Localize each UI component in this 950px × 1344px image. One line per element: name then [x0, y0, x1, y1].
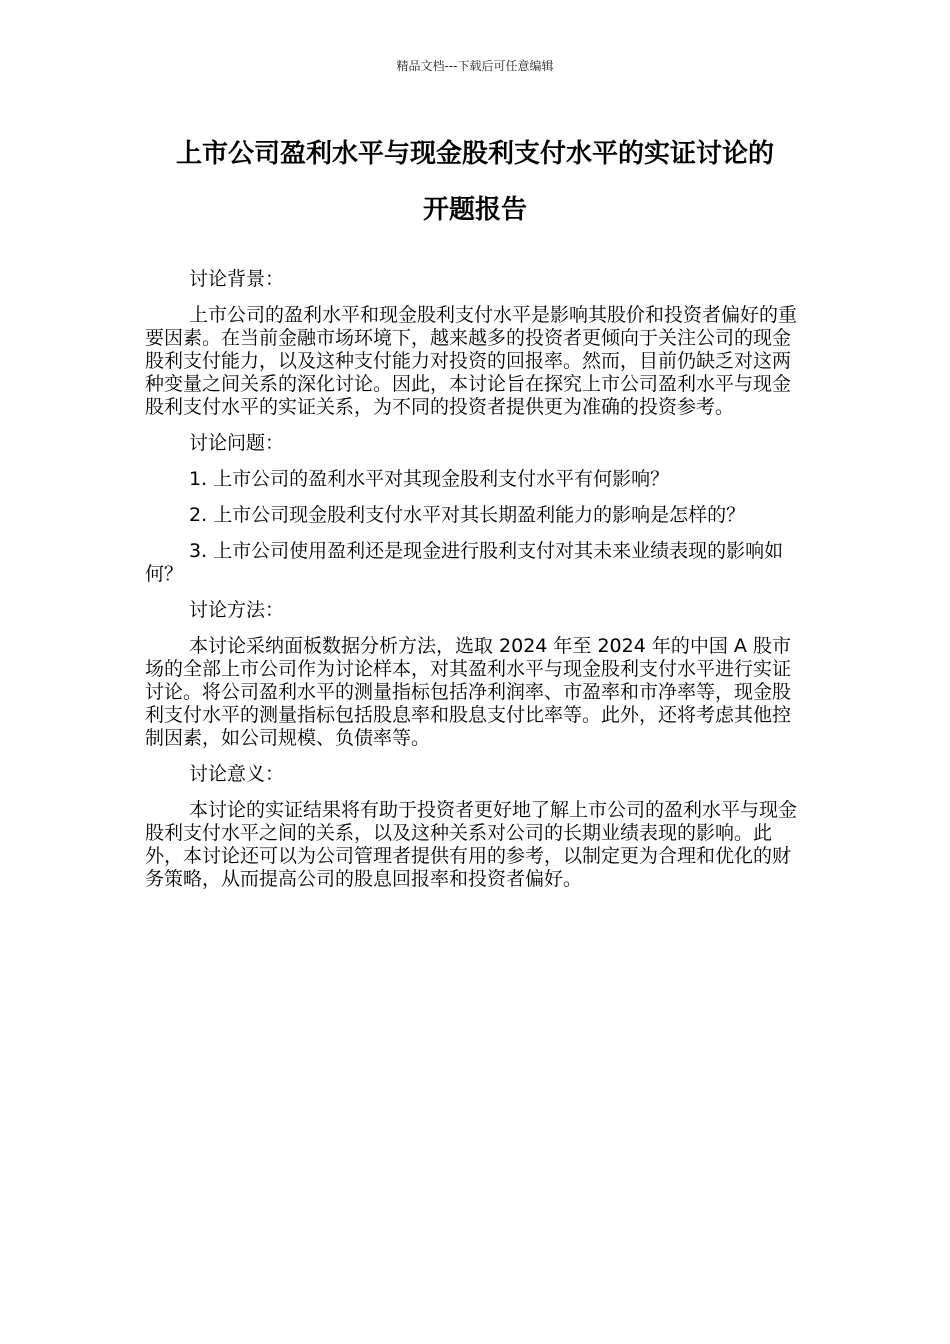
question-item-2: 2. 上市公司现金股利支付水平对其长期盈利能力的影响是怎样的？	[189, 504, 746, 526]
method-heading: 讨论方法：	[189, 599, 285, 621]
questions-heading: 讨论问题：	[189, 432, 285, 454]
document-body	[145, 268, 805, 904]
page-header: 精品文档---下载后可任意编辑	[396, 59, 554, 73]
background-paragraph: 上市公司的盈利水平和现金股利支付水平是影响其股价和投资者偏好的重要因素。在当前金融市场环境下，越来越多的投资者更倾向于关注公司的现金股利支付能力，以及这种支付能力对投资的回报率。然而，目前仍缺乏对这两种变量之间关系的深化讨论。因此，本讨论旨在探究上市公司盈利水平与现金股利支付水平的实证关系，为不同的投资者提供更为准确的投资参考。	[145, 304, 798, 418]
significance-paragraph: 本讨论的实证结果将有助于投资者更好地了解上市公司的盈利水平与现金股利支付水平之间的关系，以及这种关系对公司的长期业绩表现的影响。此外，本讨论还可以为公司管理者提供有用的参考，以制定更为合理和优化的财务策略，从而提高公司的股息回报率和投资者偏好。	[145, 799, 798, 890]
title-line-2: 开题报告	[422, 195, 527, 225]
significance-heading: 讨论意义：	[189, 763, 285, 785]
question-item-3: 3. 上市公司使用盈利还是现金进行股利支付对其未来业绩表现的影响如何？	[145, 540, 784, 585]
document-title	[120, 126, 830, 238]
question-item-1: 1. 上市公司的盈利水平对其现金股利支付水平有何影响？	[189, 468, 670, 490]
background-heading: 讨论背景：	[189, 268, 285, 290]
method-paragraph: 本讨论采纳面板数据分析方法，选取 2024 年至 2024 年的中国 A 股市场的全部上市公司作为讨论样本，对其盈利水平与现金股利支付水平进行实证讨论。将公司盈利水平的测量指标包括净利润率、市盈率和市净率等，现金股利支付水平的测量指标包括股息率和股息支付比率等。此外，还将考虑其他控制因素，如公司规模、负债率等。	[145, 635, 792, 749]
title-line-1: 上市公司盈利水平与现金股利支付水平的实证讨论的	[175, 139, 774, 169]
